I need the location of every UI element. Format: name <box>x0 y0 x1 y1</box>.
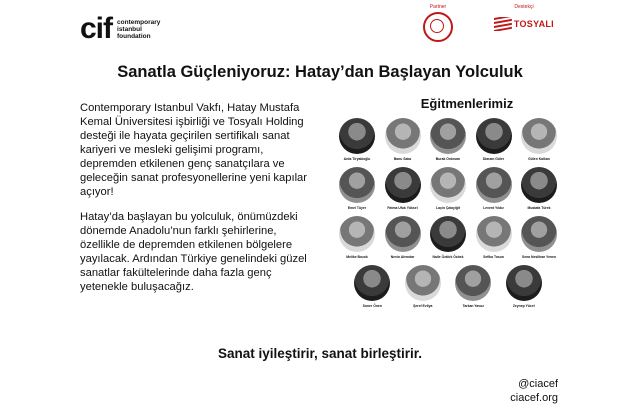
avatar <box>430 167 466 203</box>
body-text <box>80 101 316 305</box>
instructor-name: Fatma Ufuk Yüksel <box>387 206 418 210</box>
cif-logo-line: istanbul <box>117 25 142 33</box>
instructor-name: Arda Tiryakioğlu <box>343 157 371 161</box>
instructor-name: Soner Önen <box>362 304 382 308</box>
avatar <box>521 118 557 154</box>
supporter-caption: Destekçi <box>514 4 534 10</box>
instructor-name: Mustafa Türek <box>527 206 551 210</box>
instructor-card <box>519 167 559 210</box>
instructor-name: Şeref Evliya <box>413 304 433 308</box>
instructor-name: Burak Ordovan <box>435 157 461 161</box>
instructor-card <box>337 118 377 161</box>
instructor-name: Tarkan Yavuz <box>462 304 484 308</box>
instructor-name: Naile Öztürk Özbek <box>432 255 464 259</box>
instructor-card <box>519 216 559 259</box>
page-title: Sanatla Güçleniyoruz: Hatay’dan Başlayan Yolculuk <box>117 63 523 81</box>
cif-logo-line: contemporary <box>117 18 161 26</box>
instructor-card <box>383 216 423 259</box>
avatar <box>476 167 512 203</box>
instructor-card <box>352 265 392 308</box>
tosyali-name: TOSYALI <box>513 19 554 29</box>
instructor-card <box>428 118 468 161</box>
instructor-name: Nevin Alemdar <box>390 255 415 259</box>
avatar <box>521 216 557 252</box>
instructor-card <box>474 167 514 210</box>
university-seal-icon <box>423 12 453 42</box>
avatar <box>339 118 375 154</box>
instructor-name: Levent Yıldız <box>483 206 504 210</box>
instructor-name: Laçin Çalayiğit <box>436 206 460 210</box>
avatar <box>476 216 512 252</box>
paragraph-intro: Contemporary Istanbul Vakfı, Hatay Mustafa Kemal Üniversitesi işbirliği ve Tosyalı Holding desteği ile hayata geçirilen sertifikalı sanat kariyeri ve mesleki gelişimi programı, depremden etkilenen genç sanatçılara ve geleceğin sanat profesyonellerine yeni kapılar açıyor! <box>80 102 308 198</box>
instructor-row <box>337 167 559 210</box>
instructor-card <box>428 216 468 259</box>
avatar <box>476 118 512 154</box>
instructor-name: Melike Bozok <box>346 255 368 259</box>
instructor-card <box>337 216 377 259</box>
instructor-name: Diaram Güler <box>482 157 505 161</box>
instructor-card <box>474 118 514 161</box>
avatar <box>430 118 466 154</box>
avatar <box>385 118 421 154</box>
cif-logo-text <box>117 19 160 40</box>
avatar <box>339 216 375 252</box>
cif-logo <box>80 14 160 44</box>
instructor-card <box>504 265 544 308</box>
supporter-block <box>494 4 554 31</box>
instructor-card <box>337 167 377 210</box>
instructor-card <box>428 167 468 210</box>
instructor-card <box>403 265 443 308</box>
instructor-name: Sefika Tosun <box>483 255 504 259</box>
avatar <box>385 216 421 252</box>
avatar <box>354 265 390 301</box>
paragraph-journey: Hatay’da başlayan bu yolculuk, önümüzdeki dönemde Anadolu’nun farklı şehirlerine, özellikle de depremden etkilenen bölgelere yayılacak. Ardından Türkiye genelindeki güzel sanatlar fakültelerinde daha fazla genç yetenekle buluşacağız. <box>80 211 307 293</box>
instructor-name: Zeynep Yücel <box>512 304 535 308</box>
instructor-card <box>474 216 514 259</box>
partner-block <box>418 4 458 42</box>
instructor-card <box>519 118 559 161</box>
avatar <box>430 216 466 252</box>
avatar <box>385 167 421 203</box>
cif-logo-line: foundation <box>117 32 151 40</box>
instructor-name: Banu Saka <box>393 157 412 161</box>
slogan: Sanat iyileştirir, sanat birleştirir. <box>217 346 423 361</box>
social-handle: @ciacef <box>518 378 558 390</box>
avatar <box>455 265 491 301</box>
instructor-name: Sena Neslihan Yenen <box>521 255 557 259</box>
cif-logo-mark: cif <box>80 12 113 45</box>
instructor-card <box>383 118 423 161</box>
tosyali-mark-icon <box>494 17 512 31</box>
instructor-row <box>337 265 559 308</box>
instructor-card <box>453 265 493 308</box>
avatar <box>521 167 557 203</box>
instructor-name: Emel Tüyer <box>347 206 367 210</box>
avatar <box>405 265 441 301</box>
website-link: ciacef.org <box>510 392 558 404</box>
social-block <box>510 377 558 405</box>
avatar <box>506 265 542 301</box>
instructor-card <box>383 167 423 210</box>
instructors-heading: Eğitmenlerimiz <box>420 96 514 111</box>
avatar <box>339 167 375 203</box>
instructors-grid <box>337 118 559 314</box>
partner-caption: Partner <box>429 4 447 10</box>
tosyali-logo <box>494 17 554 31</box>
instructor-row <box>337 118 559 161</box>
instructor-name: Gülen Kalkan <box>528 157 550 161</box>
instructor-row <box>337 216 559 259</box>
